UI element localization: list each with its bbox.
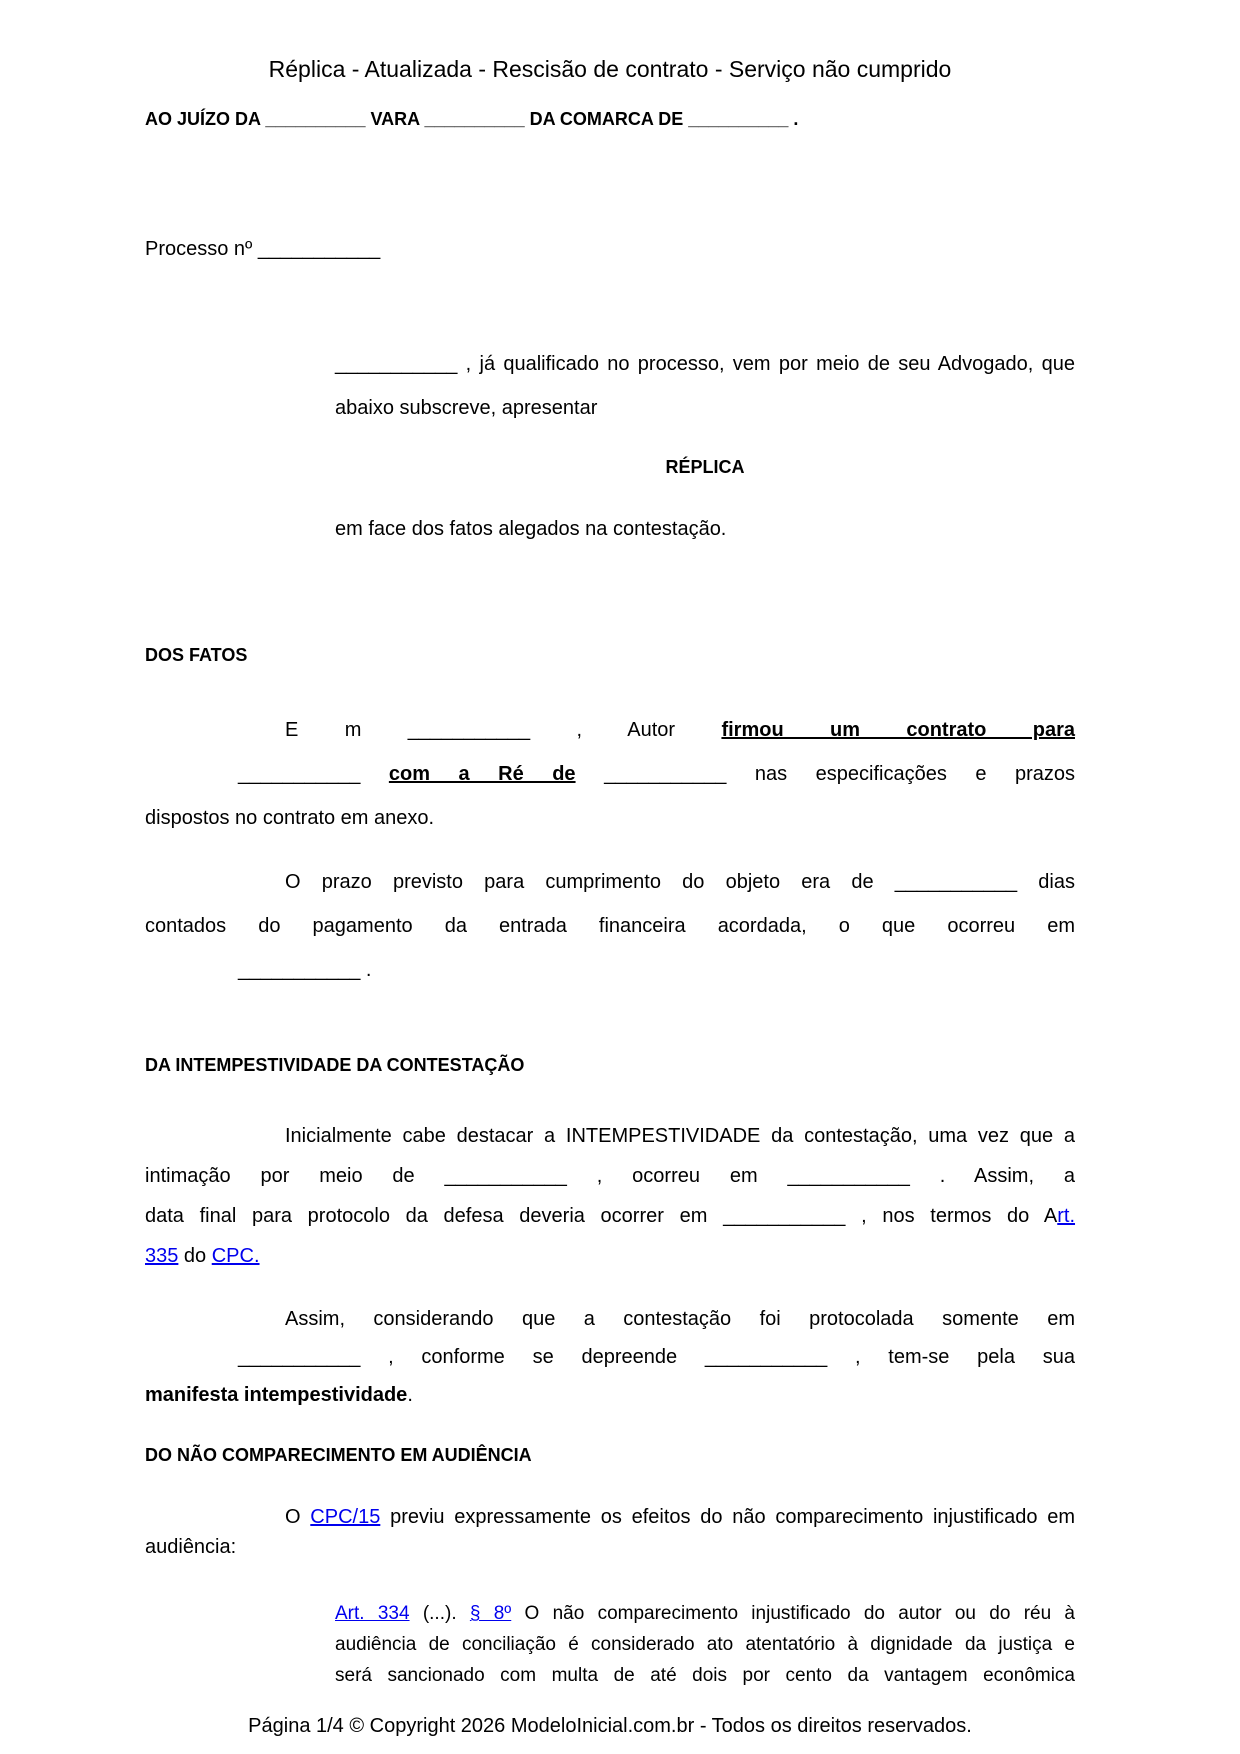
text-run: O prazo previsto para cumprimento do objeto era de [285, 871, 895, 893]
quote-art-334 [335, 1598, 1075, 1691]
para-fatos-contrato-line [145, 752, 1075, 796]
para-fatos-prazo [145, 860, 1075, 992]
heading-intempestividade [145, 1052, 1075, 1078]
blank-field: ___________ [407, 719, 531, 741]
text-run: previu expressamente os efeitos do não comparecimento injustificado em [380, 1506, 1075, 1528]
blank-field: __________ [688, 109, 789, 129]
blank-field: ___________ [257, 238, 381, 260]
document-content [145, 0, 1075, 1739]
link-cpc15[interactable]: CPC/15 [310, 1506, 381, 1528]
text-run: abaixo subscreve, apresentar [335, 397, 598, 419]
text-run: Página 1/4 © Copyright 2026 ModeloInicial.com.br - Todos os direitos reservados. [248, 1715, 972, 1737]
text-run: em face dos fatos alegados na contestação. [335, 518, 727, 540]
blank-field: ___________ [704, 1346, 828, 1368]
text-run: intimação por meio de [145, 1165, 445, 1187]
para-fatos-contrato-line [145, 708, 1075, 752]
blank-field: __________ [424, 109, 525, 129]
para-fatos-contrato-line [145, 796, 1075, 840]
text-run: DA COMARCA DE [524, 109, 689, 129]
text-run: E m [285, 719, 408, 741]
heading-dos-fatos [145, 642, 1075, 668]
blank-field: ___________ [238, 1346, 361, 1368]
text-run: RÉPLICA [665, 457, 745, 477]
quote-art-334-line [335, 1598, 1075, 1629]
text-run: . [407, 1384, 413, 1406]
para-cpc15-line [145, 1502, 1075, 1532]
heading-intempestividade-line [145, 1052, 1075, 1078]
para-cpc15 [145, 1502, 1075, 1562]
document-title [145, 56, 1075, 82]
blank-field: ___________ [894, 871, 1018, 893]
text-run: audiência: [145, 1536, 237, 1558]
heading-nao-comparecimento-line [145, 1442, 1075, 1468]
link-paragrafo-8[interactable]: § 8º [469, 1603, 512, 1624]
para-intempestividade-1-line [145, 1116, 1075, 1156]
para-intempestividade-1 [145, 1116, 1075, 1276]
link-art-335-rt[interactable]: rt. [1057, 1205, 1076, 1227]
blank-field: ___________ [787, 1165, 910, 1187]
heading-nao-comparecimento [145, 1442, 1075, 1468]
court-address-line [145, 106, 1075, 132]
text-run: manifesta intempestividade [145, 1384, 408, 1406]
text-run: . [360, 959, 372, 981]
para-intempestividade-1-line [145, 1236, 1075, 1276]
court-address-line-line [145, 106, 1075, 132]
page-footer-line [145, 1713, 1075, 1739]
page-footer [145, 1713, 1075, 1739]
para-intempestividade-2-line [145, 1300, 1075, 1338]
blank-field: ___________ [335, 353, 458, 375]
qualification-paragraph-line [335, 386, 1075, 430]
para-intempestividade-1-line [145, 1196, 1075, 1236]
emface-line [335, 516, 1075, 542]
text-run: firmou um contrato para [721, 719, 1075, 741]
text-run: Assim, considerando que a contestação foi protocolada somente em [285, 1308, 1075, 1330]
text-run: dias [1017, 871, 1075, 893]
text-run: . [788, 109, 799, 129]
text-run: O [285, 1506, 311, 1528]
processo-line [145, 236, 1075, 262]
para-intempestividade-1-line [145, 1156, 1075, 1196]
text-run: será sancionado com multa de até dois por cento da vantagem econômica [335, 1665, 1075, 1686]
text-run: , Autor [530, 719, 722, 741]
quote-art-334-line [335, 1629, 1075, 1660]
text-run: Inicialmente cabe destacar a INTEMPESTIVIDADE da contestação, uma vez que a [285, 1125, 1075, 1147]
link-art-335-num[interactable]: 335 [145, 1245, 179, 1267]
para-fatos-prazo-line [145, 948, 1075, 992]
text-run: DOS FATOS [145, 645, 248, 665]
text-run: , já qualificado no processo, vem por meio de seu Advogado, que [457, 353, 1075, 375]
qualification-paragraph-line [335, 342, 1075, 386]
text-run: Réplica - Atualizada - Rescisão de contrato - Serviço não cumprido [268, 56, 952, 82]
text-run: do [178, 1245, 212, 1267]
document-title-line [145, 56, 1075, 82]
text-run: Processo nº [145, 238, 258, 260]
para-intempestividade-2 [145, 1300, 1075, 1414]
text-run: contados do pagamento da entrada financeira acordada, o que ocorreu em [145, 915, 1075, 937]
text-run [576, 763, 605, 785]
para-fatos-prazo-line [145, 904, 1075, 948]
para-intempestividade-2-line [145, 1376, 1075, 1414]
blank-field: ___________ [238, 959, 361, 981]
text-run: , tem-se pela sua [827, 1346, 1075, 1368]
heading-dos-fatos-line [145, 642, 1075, 668]
para-cpc15-line [145, 1532, 1075, 1562]
text-run: audiência de conciliação é considerado ato atentatório à dignidade da justiça e [335, 1634, 1075, 1655]
para-fatos-contrato [145, 708, 1075, 840]
text-run: data final para protocolo da defesa deveria ocorrer em [145, 1205, 724, 1227]
blank-field: ___________ [604, 763, 727, 785]
replica-heading-line [335, 454, 1075, 480]
text-run: VARA [365, 109, 425, 129]
processo-line-line [145, 236, 1075, 262]
text-run: nas especificações e prazos [726, 763, 1076, 785]
text-run [360, 763, 389, 785]
blank-field: ___________ [723, 1205, 846, 1227]
text-run: com a Ré de [388, 763, 576, 785]
para-intempestividade-2-line [145, 1338, 1075, 1376]
link-cpc[interactable]: CPC. [211, 1245, 260, 1267]
qualification-paragraph [335, 342, 1075, 430]
text-run: , ocorreu em [566, 1165, 788, 1187]
para-fatos-prazo-line [145, 860, 1075, 904]
text-run: AO JUÍZO DA [145, 109, 266, 129]
text-run: DA INTEMPESTIVIDADE DA CONTESTAÇÃO [145, 1055, 525, 1075]
text-run: (...). [409, 1603, 470, 1624]
text-run: , conforme se depreende [360, 1346, 705, 1368]
replica-heading [335, 454, 1075, 480]
blank-field: __________ [265, 109, 366, 129]
text-run: dispostos no contrato em anexo. [145, 807, 435, 829]
quote-art-334-line [335, 1660, 1075, 1691]
emface-line-line [335, 516, 1075, 542]
text-run: . Assim, a [909, 1165, 1075, 1187]
link-art-334[interactable]: Art. 334 [335, 1603, 410, 1624]
blank-field: ___________ [238, 763, 361, 785]
text-run: , nos termos do A [845, 1205, 1058, 1227]
text-run: DO NÃO COMPARECIMENTO EM AUDIÊNCIA [145, 1445, 532, 1465]
text-run: O não comparecimento injustificado do autor ou do réu à [511, 1603, 1076, 1624]
blank-field: ___________ [444, 1165, 567, 1187]
